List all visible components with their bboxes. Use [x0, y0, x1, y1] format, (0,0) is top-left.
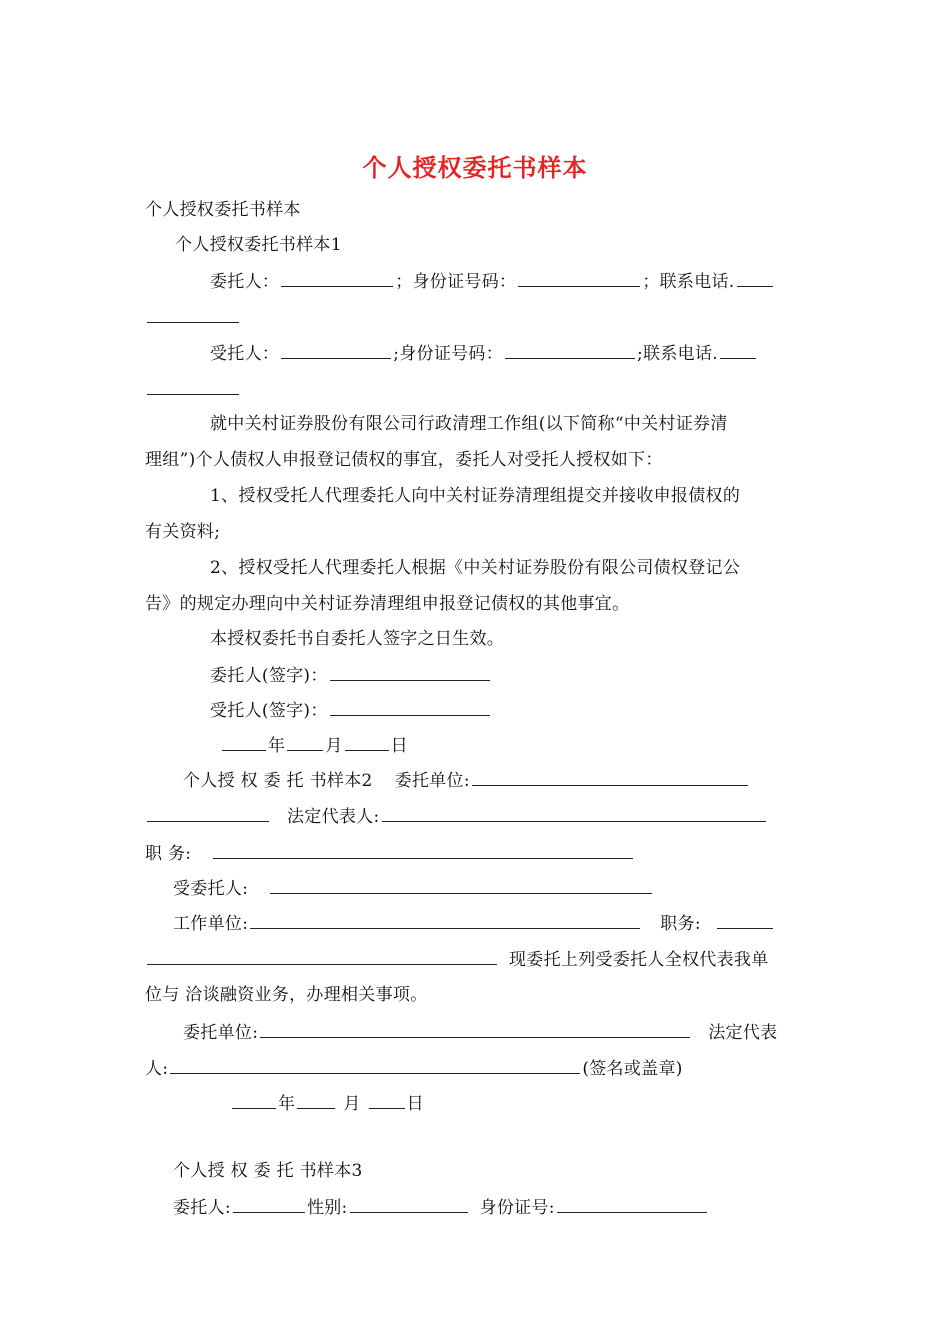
sample1-heading: 个人授权委托书样本1	[175, 235, 342, 255]
item1-line1: 1、授权受托人代理委托人向中关村证券清理组提交并接收申报债权的	[210, 486, 741, 506]
principal-signature-line	[210, 662, 492, 688]
phone-label: ；联系电话.	[642, 272, 735, 292]
work-unit-label: 工作单位:	[173, 914, 249, 934]
effective-clause: 本授权委托书自委托人签字之日生效。	[210, 629, 505, 649]
principal-name-blank	[281, 268, 393, 287]
entrust-text-line1: 现委托上列受委托人全权代表我单	[509, 950, 769, 970]
gender-blank	[350, 1194, 468, 1213]
sample2-legal-rep-line	[145, 803, 768, 829]
item2-line2: 告》的规定办理向中关村证券清理组申报登记债权的其他事宜。	[145, 594, 630, 614]
position-blank	[213, 840, 633, 859]
sample3-id-blank	[557, 1194, 707, 1213]
sample2-entrust-line2: 位与 洽谈融资业务，办理相关事项。	[145, 985, 428, 1005]
sample1-principal-line	[210, 268, 775, 294]
legal-rep-label-2b: 人:	[145, 1059, 169, 1079]
unit-sign-blank	[260, 1019, 690, 1038]
sample3-principal-label: 委托人:	[173, 1198, 231, 1218]
agent-phone-blank	[720, 340, 756, 359]
month-label: 月	[325, 736, 343, 756]
agent-id-label: ;身份证号码：	[393, 344, 504, 364]
day-blank	[345, 732, 389, 751]
sample2-month-blank	[297, 1090, 335, 1109]
legal-rep-label: 法定代表人:	[287, 807, 380, 827]
sample1-agent-line	[210, 340, 758, 366]
document-title: 个人授权委托书样本	[362, 153, 588, 182]
position-label: 职 务:	[145, 844, 192, 864]
principal-sign-label: 委托人(签字)：	[210, 666, 328, 686]
sample3-principal-blank	[233, 1194, 305, 1213]
sample1-date-line	[220, 732, 408, 758]
agent-phone-blank-continued	[147, 376, 239, 395]
agent-sign-label: 受托人(签字)：	[210, 701, 328, 721]
sign-note: (签名或盖章)	[582, 1059, 683, 1079]
position-blank-2-continued	[147, 946, 497, 965]
sample2-position-line	[145, 840, 635, 866]
id-number-blank	[518, 268, 640, 287]
sample2-agent-label: 受委托人:	[173, 879, 249, 899]
unit-label-2: 委托单位:	[183, 1023, 259, 1043]
sample2-agent-line	[173, 875, 654, 901]
legal-rep-blank	[382, 803, 766, 822]
sample1-principal-phone-continuation	[145, 304, 241, 330]
sample2-entrust-line1	[145, 946, 769, 972]
agent-sign-blank	[330, 697, 490, 716]
sample2-unit-sign-line	[183, 1019, 777, 1045]
para1-line1: 就中关村证券股份有限公司行政清理工作组(以下简称“中关村证券清	[210, 414, 728, 434]
sample3-principal-line	[173, 1194, 709, 1220]
principal-label: 委托人：	[210, 272, 280, 292]
sample2-day-blank	[369, 1090, 405, 1109]
unit-blank	[472, 767, 748, 786]
sample2-agent-blank	[270, 875, 652, 894]
id-label: ；身份证号码：	[395, 272, 517, 292]
year-blank	[222, 732, 266, 751]
legal-rep-sign-blank	[170, 1055, 580, 1074]
principal-sign-blank	[330, 662, 490, 681]
position-label-2: 职务:	[660, 914, 701, 934]
legal-rep-label-2a: 法定代表	[708, 1023, 778, 1043]
position-blank-2	[717, 910, 773, 929]
month-blank	[287, 732, 323, 751]
sample3-heading: 个人授 权 委 托 书样本3	[173, 1161, 363, 1181]
agent-id-blank	[505, 340, 635, 359]
sample2-year-blank	[232, 1090, 276, 1109]
para1-line2: 理组”)个人债权人申报登记债权的事宜，委托人对受托人授权如下：	[145, 450, 663, 470]
sample2-day-label: 日	[406, 1094, 424, 1114]
sample2-first-line	[183, 767, 750, 793]
sample2-work-unit-line	[173, 910, 775, 936]
sample2-heading: 个人授 权 委 托 书样本2	[183, 771, 373, 791]
agent-phone-label: ;联系电话.	[637, 344, 718, 364]
work-unit-blank	[250, 910, 640, 929]
agent-name-blank	[281, 340, 391, 359]
item2-line1: 2、授权受托人代理委托人根据《中关村证券股份有限公司债权登记公	[210, 558, 741, 578]
item1-line2: 有关资料;	[145, 522, 221, 542]
phone-blank-continued	[147, 304, 239, 323]
sample2-legal-rep-sign-line	[145, 1055, 683, 1081]
unit-blank-continued	[147, 803, 269, 822]
sample2-date-line	[230, 1090, 424, 1116]
agent-label: 受托人：	[210, 344, 280, 364]
year-label: 年	[268, 736, 286, 756]
phone-blank	[737, 268, 773, 287]
day-label: 日	[390, 736, 408, 756]
sample3-id-label: 身份证号:	[479, 1198, 555, 1218]
unit-label: 委托单位:	[394, 771, 470, 791]
sample1-agent-phone-continuation	[145, 376, 241, 402]
gender-label: 性别:	[306, 1198, 348, 1218]
document-heading: 个人授权委托书样本	[145, 200, 301, 220]
sample2-year-label: 年	[278, 1094, 296, 1114]
sample2-month-label: 月	[343, 1094, 361, 1114]
agent-signature-line	[210, 697, 492, 723]
